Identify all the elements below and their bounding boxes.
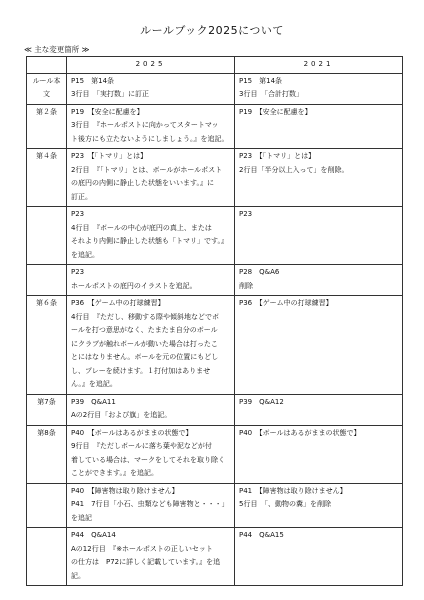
table-row	[27, 425, 403, 483]
cell-2025	[67, 207, 235, 265]
table-row	[27, 296, 403, 395]
cell-2025	[67, 528, 235, 586]
cell-2025-line: ことができます。』を追記。	[71, 469, 158, 477]
article-label-line: 第６条	[36, 299, 57, 307]
article-label	[27, 394, 67, 425]
cell-2021-line: P23	[239, 210, 253, 218]
cell-2025-line: P40 【障害物は取り除けません】	[71, 486, 179, 495]
cell-2025-line: ト後方にも立たないようにしましょう。』を追記。	[71, 134, 229, 143]
cell-2025-line: P41 7行目「小石、虫類なども障害物と・・・」	[71, 500, 229, 508]
cell-2025-line: P40 【ボールはあるがままの状態で】	[71, 428, 193, 437]
cell-2025-line: それより内側に静止した状態も「トマリ」です。』	[71, 237, 228, 245]
cell-2021	[235, 265, 403, 296]
cell-2025	[67, 425, 235, 483]
cell-2025-line: 着している場合は、マークをしてそれを取り除く	[71, 455, 225, 464]
header-2025: 2025	[67, 57, 235, 74]
cell-2021	[235, 73, 403, 104]
cell-2021	[235, 149, 403, 207]
cell-2021-line: P39 Q&A12	[239, 397, 284, 406]
cell-2021-line: P36 【ゲーム中の打球練習】	[239, 299, 333, 307]
article-label	[27, 104, 67, 149]
table-row	[27, 528, 403, 586]
table-row	[27, 73, 403, 104]
article-label	[27, 265, 67, 296]
table-row	[27, 265, 403, 296]
article-label	[27, 296, 67, 395]
cell-2021	[235, 207, 403, 265]
cell-2025-line: にクラブが触れボールが動いた場合は打ったこ	[71, 339, 218, 348]
table-row	[27, 149, 403, 207]
cell-2025-line: P36 【ゲーム中の打球練習】	[71, 299, 165, 307]
cell-2025	[67, 149, 235, 207]
cell-2025	[67, 483, 235, 528]
cell-2025-line: 記。	[71, 571, 85, 580]
cell-2025-line: ホールポストの底円のイラストを追記。	[71, 281, 197, 290]
article-label	[27, 73, 67, 104]
table-row	[27, 207, 403, 265]
article-label-line: 第8条	[37, 428, 56, 437]
cell-2021-line: P28 Q&A6	[239, 268, 280, 276]
cell-2025-line: 3行目 「実打数」に訂正	[71, 90, 149, 98]
cell-2021	[235, 483, 403, 528]
cell-2021	[235, 296, 403, 395]
cell-2025-line: P15 第14条	[71, 76, 115, 85]
cell-2025-line: P19 【安全に配慮を】	[71, 107, 144, 116]
cell-2025-line: ールを打つ意思がなく、たまたま自分のボール	[71, 326, 218, 334]
cell-2025-line: P23	[71, 210, 85, 218]
cell-2021-line: 5行目 「、動物の糞」を削除	[239, 500, 331, 508]
cell-2021-line: P15 第14条	[239, 76, 283, 85]
cell-2021	[235, 528, 403, 586]
cell-2021	[235, 394, 403, 425]
article-label	[27, 528, 67, 586]
section-subheading: ≪ 主な変更箇所 ≫	[24, 45, 90, 54]
cell-2025-line: 9行目 『ただしボールに落ち葉や泥などが付	[71, 442, 212, 450]
cell-2021-line: 3行目 「合計打数」	[239, 90, 303, 98]
cell-2025-line: 4行目 『ボールの中心が底円の真上、または	[71, 223, 212, 232]
table-row	[27, 483, 403, 528]
table-header-row	[27, 57, 403, 74]
cell-2021-line: P41 【障害物は取り除けません】	[239, 486, 347, 495]
article-label	[27, 207, 67, 265]
article-label	[27, 425, 67, 483]
cell-2025-line: とにはなりません。ボールを元の位置にもどし	[71, 353, 219, 361]
cell-2025	[67, 394, 235, 425]
cell-2025-line: P23	[71, 268, 85, 276]
table-row	[27, 394, 403, 425]
cell-2025-line: Aの2行目「および旗」を追記。	[71, 411, 172, 419]
table-row	[27, 104, 403, 149]
header-2021: 2021	[235, 57, 403, 74]
cell-2021-line: 削除	[239, 281, 253, 290]
cell-2021	[235, 425, 403, 483]
cell-2025-line: し、プレーを続けます。１打付加はありませ	[71, 366, 211, 375]
article-label-line: ルール	[32, 76, 54, 85]
cell-2025-line: 4行目 『ただし、移動する際や傾斜地などでボ	[71, 312, 219, 321]
page-title: ルールブック2025について	[140, 24, 284, 37]
cell-2025-line: の仕方は P72に詳しく記載しています。』を追	[71, 558, 221, 566]
cell-2021-line: P44 Q&A15	[239, 531, 284, 539]
article-label	[27, 149, 67, 207]
cell-2025-line: を追記	[71, 513, 92, 522]
changes-table	[26, 56, 403, 586]
article-label-line: 第４条	[36, 152, 57, 160]
cell-2025-line: 2行目 『「トマリ」とは、ボールがホールポスト	[71, 165, 223, 174]
cell-2021	[235, 104, 403, 149]
cell-2025	[67, 104, 235, 149]
cell-2025-line: Aの12行目 『※ホールポストの正しいセット	[71, 544, 213, 553]
cell-2021-line: P19 【安全に配慮を】	[239, 107, 312, 116]
cell-2025-line: 訂正。	[71, 192, 92, 201]
cell-2025-line: ん。』を追記。	[71, 380, 117, 388]
cell-2021-line: P40 【ボールはあるがままの状態で】	[239, 428, 361, 437]
cell-2025-line: を追記。	[71, 250, 99, 259]
cell-2025-line: の底円の内側に静止した状態をいいます。』に	[71, 179, 214, 187]
cell-2025-line: P44 Q&A14	[71, 531, 116, 539]
article-label	[27, 483, 67, 528]
cell-2025	[67, 73, 235, 104]
cell-2025	[67, 296, 235, 395]
article-label-line: 第7条	[37, 397, 56, 406]
cell-2021-line: P23 【「トマリ」とは】	[239, 152, 316, 160]
header-label	[27, 57, 67, 74]
cell-2021-line: 2行目「半分以上入って」を削除。	[239, 165, 349, 174]
article-label-line: 本文	[43, 76, 61, 98]
cell-2025-line: P39 Q&A11	[71, 397, 116, 406]
cell-2025-line: P23 【「トマリ」とは】	[71, 152, 148, 160]
article-label-line: 第２条	[36, 107, 57, 116]
cell-2025	[67, 265, 235, 296]
cell-2025-line: 3行目 『ホールポストに向かってスタートマッ	[71, 121, 219, 129]
